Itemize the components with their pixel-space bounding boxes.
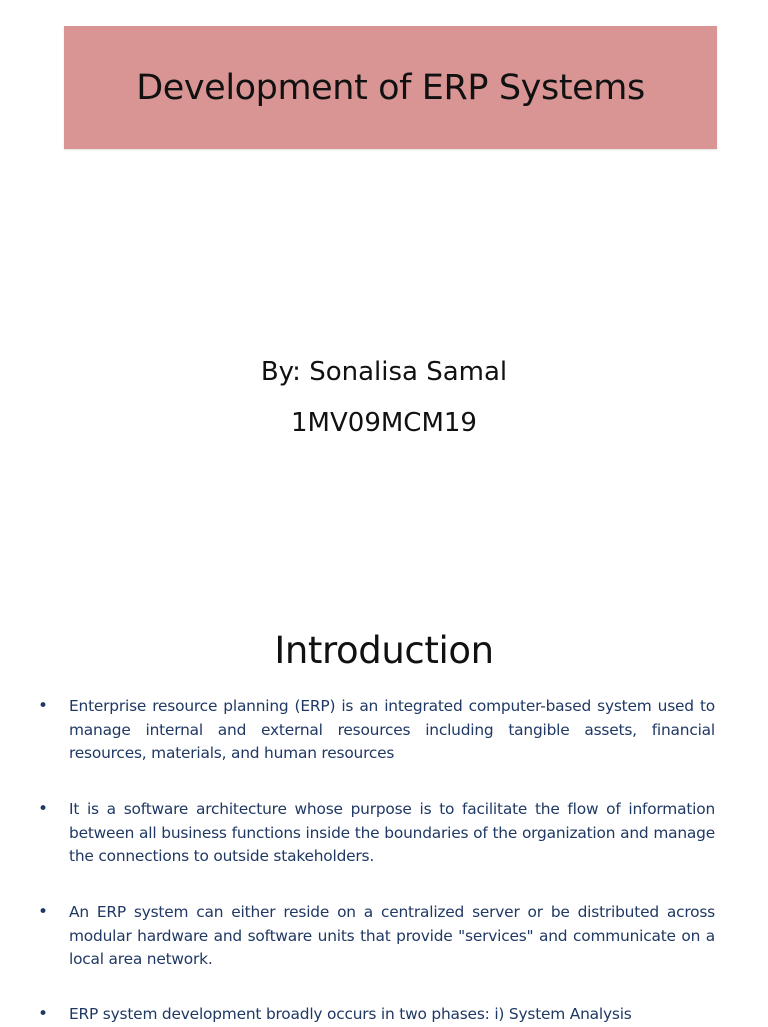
- author-name: By: Sonalisa Samal: [260, 357, 508, 387]
- bullet-text: It is a software architecture whose purpose is to facilitate the flow of information between all business functions inside the boundaries of the organization and manage the connections to outside stakeholders.: [69, 800, 715, 865]
- bullet-dot-icon: •: [38, 1004, 49, 1024]
- slide-title-text: Development of ERP Systems: [136, 67, 645, 108]
- introduction-heading: Introduction: [274, 629, 494, 672]
- bullet-text: ERP system development broadly occurs in two phases: i) System Analysis: [69, 1005, 632, 1023]
- bullet-dot-icon: •: [38, 902, 49, 922]
- bullet-dot-icon: •: [38, 799, 49, 819]
- bullet-dot-icon: •: [38, 696, 49, 716]
- title-banner: [64, 26, 717, 149]
- bullet-text: An ERP system can either reside on a centralized server or be distributed across modular hardware and software units that provide "services" and communicate on a local area network.: [69, 903, 715, 968]
- author-id: 1MV09MCM19: [291, 408, 477, 438]
- bullet-text: Enterprise resource planning (ERP) is an integrated computer-based system used to manage internal and external resources including tangible assets, financial resources, materials, and human resources: [69, 697, 715, 762]
- slide-introduction: [0, 560, 768, 1024]
